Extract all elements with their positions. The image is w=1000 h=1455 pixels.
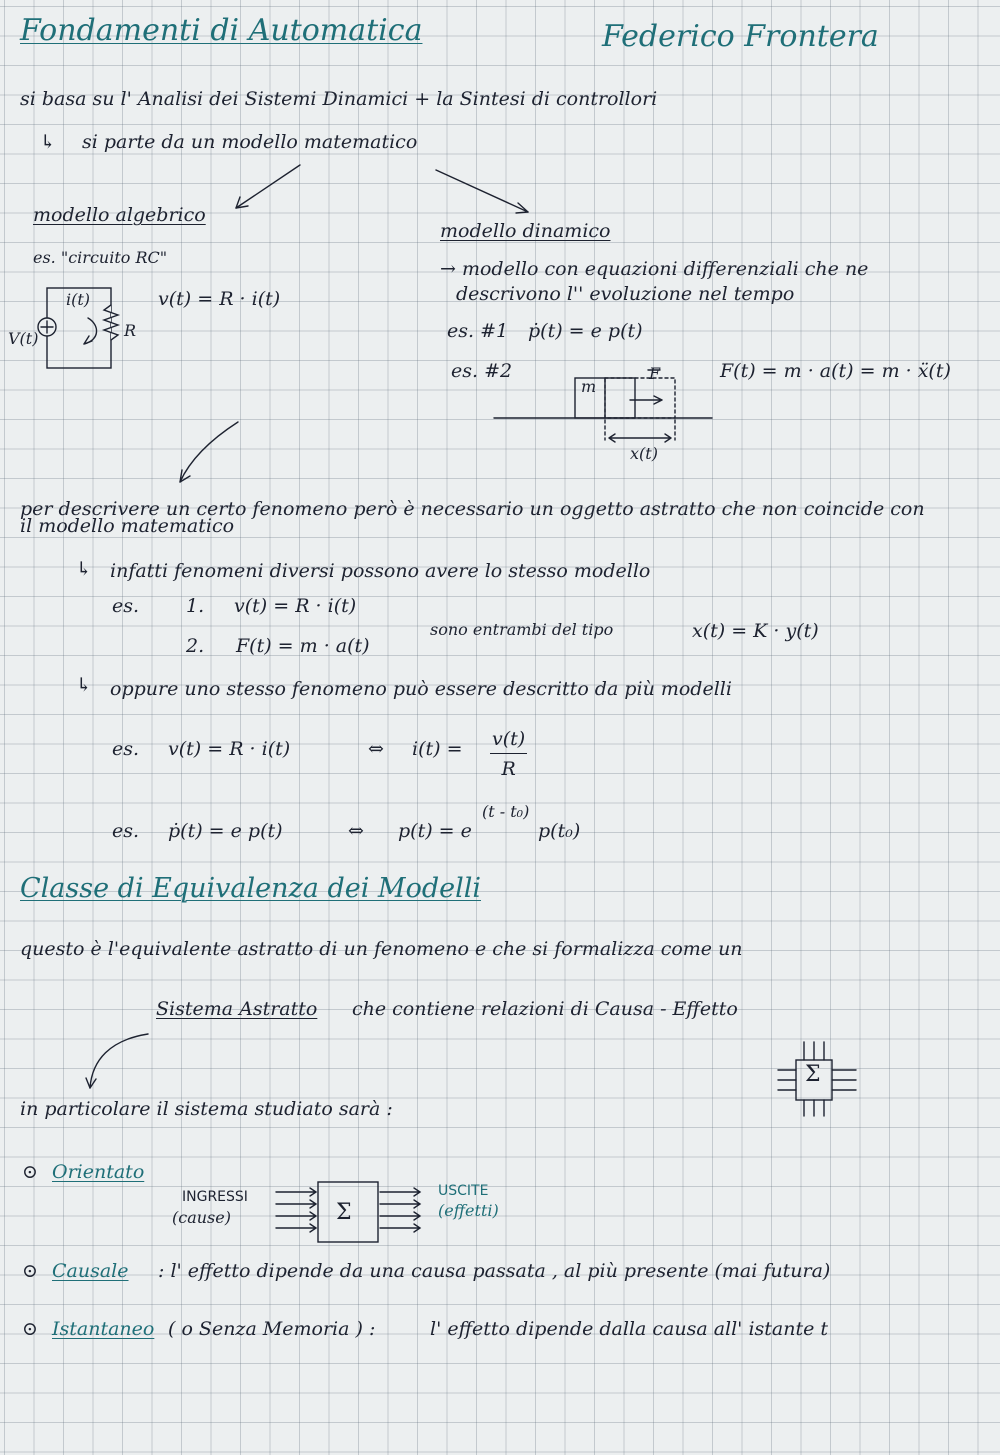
bullet-icon: ⊙ [22, 1318, 38, 1340]
arrow-head [516, 203, 528, 213]
note-arrow-icon: ↳ [76, 558, 92, 580]
dynamic-model-desc-2: descrivono l'' evoluzione nel tempo [456, 283, 795, 305]
abstraction-note-1: infatti fenomeni diversi possono avere lo stesso modello [110, 560, 651, 582]
curved-arrow-particular [90, 1034, 148, 1088]
causal-text: : l' effetto dipende da una causa passata , al più presente (mai futura) [158, 1260, 831, 1282]
circuit-voltage-label: V(t) [8, 329, 39, 348]
rc-example-label: es. "circuito RC" [33, 248, 168, 267]
example-item-2-formula: F(t) = m · a(t) [236, 635, 370, 657]
example-2-left-formula: v(t) = R · i(t) [168, 738, 291, 760]
resistor-icon [104, 305, 118, 340]
voltage-source-icon [38, 318, 56, 336]
input-arrows [276, 1188, 316, 1232]
example-3-label: es. [112, 820, 140, 842]
intro-arrow-icon: ↳ [40, 131, 56, 153]
exponent-label: (t - t₀) [482, 802, 530, 821]
equivalence-class-heading: Classe di Equivalenza dei Modelli [20, 873, 481, 904]
same-type-text: sono entrambi del tipo [430, 620, 614, 639]
abstraction-line-1: per descrivere un certo fenomeno però è necessario un oggetto astratto che non coincide con [20, 498, 925, 520]
example-1-formula: ṗ(t) = e p(t) [528, 320, 643, 342]
same-type-formula: x(t) = K · y(t) [692, 620, 819, 642]
oriented-label: Orientato [52, 1161, 145, 1183]
output-arrows [380, 1188, 420, 1232]
example-2-right-lhs: i(t) = [412, 738, 463, 760]
arrow-to-algebraic [236, 165, 300, 208]
abstraction-note-2: oppure uno stesso fenomeno può essere descritto da più modelli [110, 678, 732, 700]
example-item-1-number: 1. [186, 595, 205, 617]
outputs-label: USCITE [438, 1183, 489, 1199]
algebraic-model-heading: modello algebrico [33, 204, 206, 226]
outputs-sub-label: (effetti) [438, 1201, 499, 1220]
curved-arrow-down [180, 422, 238, 482]
displacement-label: x(t) [630, 444, 658, 463]
equivalence-icon: ⇔ [348, 820, 364, 842]
newton-law-formula: F(t) = m · a(t) = m · ẍ(t) [720, 360, 951, 382]
author-name: Federico Frontera [602, 19, 879, 54]
particular-text: in particolare il sistema studiato sarà : [20, 1098, 393, 1120]
inputs-sub-label: (cause) [172, 1208, 231, 1227]
fraction-numerator: v(t) [490, 730, 527, 754]
system-sigma-icon: Σ [805, 1062, 821, 1087]
displacement-arrow [609, 434, 671, 442]
ohm-law-formula: v(t) = R · i(t) [158, 288, 281, 310]
intro-line-2: si parte da un modello matematico [82, 131, 418, 153]
mass-label: m [581, 377, 597, 396]
example-3-right-lhs: p(t) = e [398, 820, 472, 842]
block-sigma-icon: Σ [336, 1200, 352, 1225]
instantaneous-text: l' effetto dipende dalla causa all' istante t [430, 1318, 829, 1340]
abstraction-line-2: il modello matematico [20, 515, 235, 537]
example-item-2-number: 2. [186, 635, 205, 657]
note-arrow-icon: ↳ [76, 674, 92, 696]
force-arrow [630, 396, 662, 404]
voltage-over-resistance-fraction [490, 730, 527, 779]
inputs-label: INGRESSI [182, 1189, 248, 1205]
circuit-resistor-label: R [124, 321, 137, 340]
displaced-mass [605, 378, 675, 418]
bullet-icon: ⊙ [22, 1161, 38, 1183]
arrow-to-dynamic [436, 170, 528, 212]
current-arrow [84, 318, 97, 344]
example-3-left-formula: ṗ(t) = e p(t) [168, 820, 283, 842]
page-title: Fondamenti di Automatica [20, 13, 423, 48]
example-1-label: es. #1 [447, 320, 509, 342]
displacement-markers [605, 420, 675, 440]
fraction-denominator: R [501, 758, 516, 780]
dynamic-model-heading: modello dinamico [440, 220, 611, 242]
memoryless-note: ( o Senza Memoria ) : [168, 1318, 376, 1340]
bullet-icon: ⊙ [22, 1260, 38, 1282]
instantaneous-label: Istantaneo [52, 1318, 155, 1340]
example-3-right-tail: p(t₀) [538, 820, 581, 842]
arrow-head [236, 197, 248, 208]
intro-line-1: si basa su l' Analisi dei Sistemi Dinamici + la Sintesi di controllori [20, 88, 658, 110]
force-label: F [649, 364, 661, 383]
abstract-system-term: Sistema Astratto [156, 998, 318, 1020]
example-2-label: es. #2 [451, 360, 513, 382]
circuit-current-label: i(t) [66, 290, 91, 309]
causal-label: Causale [52, 1260, 129, 1282]
example-2-label: es. [112, 738, 140, 760]
example-label: es. [112, 595, 140, 617]
equivalence-icon: ⇔ [368, 738, 384, 760]
dynamic-model-desc-1: → modello con equazioni differenziali che ne [440, 258, 869, 280]
example-item-1-formula: v(t) = R · i(t) [234, 595, 357, 617]
cause-effect-text: che contiene relazioni di Causa - Effetto [352, 998, 738, 1020]
equivalence-line-1: questo è l'equivalente astratto di un fenomeno e che si formalizza come un [20, 938, 743, 960]
